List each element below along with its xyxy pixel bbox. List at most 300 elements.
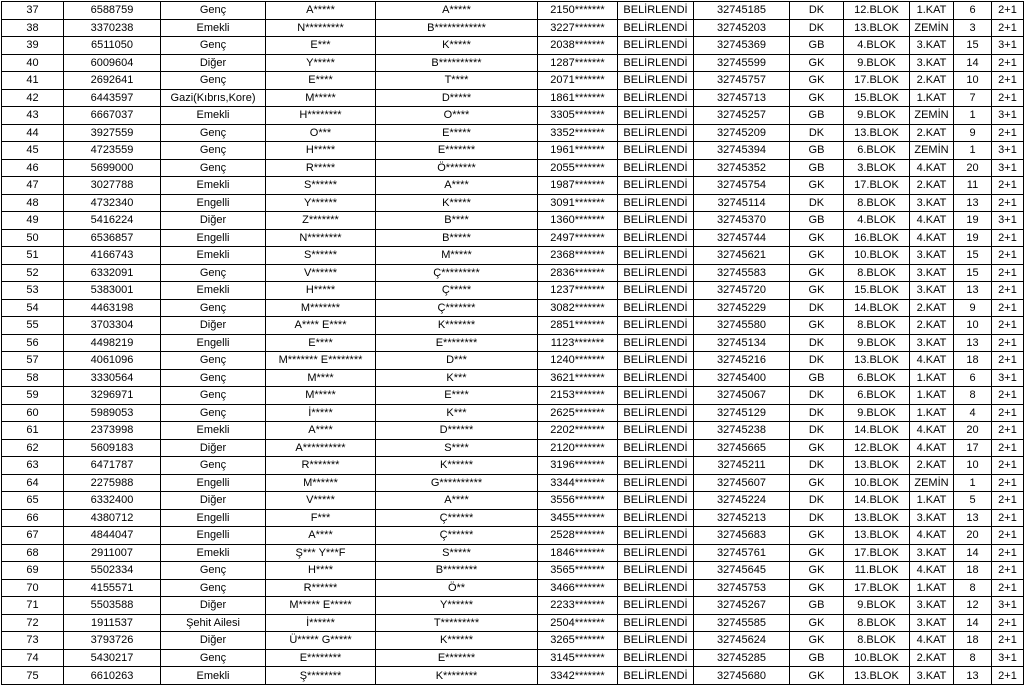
cell-status: BELİRLENDİ: [618, 229, 694, 247]
cell-room-type: 2+1: [992, 422, 1024, 440]
cell-apartment-number: 15: [954, 264, 992, 282]
cell-room-type: 3+1: [992, 107, 1024, 125]
cell-block: 14.BLOK: [844, 299, 910, 317]
cell-floor: 2.KAT: [910, 177, 954, 195]
table-row: [2, 474, 1024, 492]
cell-block-type-code: GK: [790, 667, 844, 685]
cell-category: Emekli: [161, 544, 266, 562]
cell-category: Şehit Ailesi: [161, 614, 266, 632]
cell-masked-first-name: E***: [266, 37, 376, 55]
cell-masked-first-name: E****: [266, 72, 376, 90]
cell-masked-last-name: A*****: [376, 2, 538, 20]
cell-masked-first-name: H****: [266, 562, 376, 580]
cell-category: Diğer: [161, 439, 266, 457]
cell-application-number: 4380712: [64, 509, 161, 527]
cell-masked-first-name: Ş*** Y***F: [266, 544, 376, 562]
cell-application-number: 5383001: [64, 282, 161, 300]
cell-apartment-number: 7: [954, 89, 992, 107]
cell-block-type-code: GB: [790, 37, 844, 55]
cell-category: Emekli: [161, 107, 266, 125]
cell-application-number: 6009604: [64, 54, 161, 72]
cell-masked-id-number: 1123*******: [538, 334, 618, 352]
cell-block: 14.BLOK: [844, 492, 910, 510]
cell-status: BELİRLENDİ: [618, 177, 694, 195]
cell-masked-last-name: E********: [376, 334, 538, 352]
cell-unit-number: 32745761: [694, 544, 790, 562]
cell-masked-id-number: 3344*******: [538, 474, 618, 492]
cell-status: BELİRLENDİ: [618, 159, 694, 177]
cell-masked-id-number: 1240*******: [538, 352, 618, 370]
cell-category: Diğer: [161, 492, 266, 510]
cell-block-type-code: GK: [790, 474, 844, 492]
cell-room-type: 2+1: [992, 387, 1024, 405]
cell-apartment-number: 14: [954, 614, 992, 632]
cell-block-type-code: GK: [790, 72, 844, 90]
cell-application-number: 5609183: [64, 439, 161, 457]
cell-unit-number: 32745211: [694, 457, 790, 475]
cell-application-number: 6443597: [64, 89, 161, 107]
cell-row-number: 56: [2, 334, 64, 352]
cell-category: Emekli: [161, 282, 266, 300]
table-row: [2, 369, 1024, 387]
cell-apartment-number: 20: [954, 422, 992, 440]
cell-category: Emekli: [161, 667, 266, 685]
cell-masked-id-number: 2120*******: [538, 439, 618, 457]
cell-masked-last-name: K***: [376, 369, 538, 387]
cell-unit-number: 32745134: [694, 334, 790, 352]
cell-block-type-code: GB: [790, 369, 844, 387]
cell-masked-id-number: 3091*******: [538, 194, 618, 212]
cell-status: BELİRLENDİ: [618, 282, 694, 300]
cell-apartment-number: 13: [954, 667, 992, 685]
table-row: [2, 194, 1024, 212]
cell-application-number: 3370238: [64, 19, 161, 37]
table-row: [2, 282, 1024, 300]
cell-masked-last-name: T****: [376, 72, 538, 90]
cell-room-type: 2+1: [992, 579, 1024, 597]
cell-application-number: 5503588: [64, 597, 161, 615]
cell-unit-number: 32745285: [694, 649, 790, 667]
cell-room-type: 2+1: [992, 264, 1024, 282]
cell-floor: 4.KAT: [910, 527, 954, 545]
cell-status: BELİRLENDİ: [618, 667, 694, 685]
cell-row-number: 44: [2, 124, 64, 142]
cell-apartment-number: 5: [954, 492, 992, 510]
cell-masked-id-number: 3196*******: [538, 457, 618, 475]
cell-block: 10.BLOK: [844, 649, 910, 667]
cell-unit-number: 32745665: [694, 439, 790, 457]
cell-status: BELİRLENDİ: [618, 142, 694, 160]
cell-apartment-number: 1: [954, 474, 992, 492]
table-row: [2, 72, 1024, 90]
cell-category: Emekli: [161, 247, 266, 265]
cell-masked-first-name: A****: [266, 422, 376, 440]
cell-block: 17.BLOK: [844, 177, 910, 195]
cell-block-type-code: DK: [790, 124, 844, 142]
cell-apartment-number: 4: [954, 404, 992, 422]
cell-application-number: 5989053: [64, 404, 161, 422]
cell-category: Diğer: [161, 212, 266, 230]
cell-apartment-number: 13: [954, 509, 992, 527]
cell-room-type: 2+1: [992, 89, 1024, 107]
cell-row-number: 55: [2, 317, 64, 335]
cell-apartment-number: 9: [954, 124, 992, 142]
cell-application-number: 4844047: [64, 527, 161, 545]
cell-floor: 3.KAT: [910, 614, 954, 632]
cell-status: BELİRLENDİ: [618, 474, 694, 492]
cell-block-type-code: DK: [790, 404, 844, 422]
cell-row-number: 41: [2, 72, 64, 90]
cell-masked-last-name: E*****: [376, 124, 538, 142]
cell-floor: 1.KAT: [910, 369, 954, 387]
cell-block: 8.BLOK: [844, 317, 910, 335]
cell-floor: 4.KAT: [910, 439, 954, 457]
cell-masked-first-name: H*****: [266, 282, 376, 300]
cell-category: Genç: [161, 264, 266, 282]
cell-apartment-number: 15: [954, 37, 992, 55]
cell-masked-first-name: M****: [266, 369, 376, 387]
cell-floor: 1.KAT: [910, 579, 954, 597]
cell-masked-last-name: S*****: [376, 544, 538, 562]
cell-masked-first-name: F***: [266, 509, 376, 527]
cell-masked-last-name: D***: [376, 352, 538, 370]
cell-masked-id-number: 2528*******: [538, 527, 618, 545]
cell-unit-number: 32745585: [694, 614, 790, 632]
cell-apartment-number: 18: [954, 352, 992, 370]
cell-floor: ZEMİN: [910, 142, 954, 160]
cell-category: Engelli: [161, 229, 266, 247]
cell-block: 9.BLOK: [844, 107, 910, 125]
cell-category: Diğer: [161, 632, 266, 650]
cell-masked-id-number: 1961*******: [538, 142, 618, 160]
cell-masked-last-name: K******: [376, 457, 538, 475]
cell-floor: 4.KAT: [910, 212, 954, 230]
cell-room-type: 3+1: [992, 37, 1024, 55]
cell-block-type-code: GK: [790, 89, 844, 107]
cell-unit-number: 32745216: [694, 352, 790, 370]
cell-status: BELİRLENDİ: [618, 212, 694, 230]
cell-masked-first-name: S******: [266, 247, 376, 265]
cell-row-number: 62: [2, 439, 64, 457]
table-row: [2, 334, 1024, 352]
cell-room-type: 3+1: [992, 597, 1024, 615]
cell-apartment-number: 17: [954, 439, 992, 457]
cell-block-type-code: GB: [790, 159, 844, 177]
cell-masked-id-number: 1287*******: [538, 54, 618, 72]
table-row: [2, 387, 1024, 405]
cell-status: BELİRLENDİ: [618, 369, 694, 387]
cell-room-type: 2+1: [992, 492, 1024, 510]
cell-apartment-number: 8: [954, 387, 992, 405]
cell-block: 17.BLOK: [844, 579, 910, 597]
cell-masked-last-name: B*****: [376, 229, 538, 247]
cell-masked-first-name: M*****: [266, 387, 376, 405]
cell-block-type-code: GK: [790, 579, 844, 597]
cell-apartment-number: 3: [954, 19, 992, 37]
table-row: [2, 54, 1024, 72]
cell-block: 15.BLOK: [844, 89, 910, 107]
cell-unit-number: 32745114: [694, 194, 790, 212]
cell-room-type: 2+1: [992, 632, 1024, 650]
cell-masked-id-number: 3145*******: [538, 649, 618, 667]
cell-masked-first-name: A****: [266, 527, 376, 545]
cell-masked-first-name: H********: [266, 107, 376, 125]
cell-block-type-code: DK: [790, 492, 844, 510]
cell-room-type: 2+1: [992, 457, 1024, 475]
cell-masked-first-name: R*****: [266, 159, 376, 177]
table-row: [2, 299, 1024, 317]
cell-masked-id-number: 3565*******: [538, 562, 618, 580]
cell-apartment-number: 13: [954, 334, 992, 352]
cell-status: BELİRLENDİ: [618, 264, 694, 282]
cell-block: 8.BLOK: [844, 264, 910, 282]
cell-masked-last-name: D******: [376, 422, 538, 440]
table-row: [2, 352, 1024, 370]
cell-application-number: 2911007: [64, 544, 161, 562]
cell-block-type-code: DK: [790, 299, 844, 317]
cell-block: 8.BLOK: [844, 194, 910, 212]
cell-row-number: 74: [2, 649, 64, 667]
table-row: [2, 264, 1024, 282]
cell-category: Engelli: [161, 527, 266, 545]
cell-application-number: 4155571: [64, 579, 161, 597]
cell-category: Diğer: [161, 54, 266, 72]
cell-masked-last-name: B****: [376, 212, 538, 230]
cell-masked-first-name: M*******: [266, 299, 376, 317]
cell-masked-first-name: E********: [266, 649, 376, 667]
cell-application-number: 6332091: [64, 264, 161, 282]
cell-floor: 1.KAT: [910, 492, 954, 510]
cell-category: Genç: [161, 649, 266, 667]
cell-unit-number: 32745757: [694, 72, 790, 90]
cell-floor: 3.KAT: [910, 54, 954, 72]
table-row: [2, 527, 1024, 545]
cell-application-number: 6332400: [64, 492, 161, 510]
cell-unit-number: 32745621: [694, 247, 790, 265]
cell-masked-last-name: K******: [376, 632, 538, 650]
cell-block: 14.BLOK: [844, 422, 910, 440]
cell-application-number: 4166743: [64, 247, 161, 265]
cell-row-number: 43: [2, 107, 64, 125]
cell-apartment-number: 13: [954, 282, 992, 300]
cell-block: 9.BLOK: [844, 334, 910, 352]
cell-status: BELİRLENDİ: [618, 544, 694, 562]
cell-row-number: 46: [2, 159, 64, 177]
cell-unit-number: 32745583: [694, 264, 790, 282]
cell-block: 3.BLOK: [844, 159, 910, 177]
cell-unit-number: 32745213: [694, 509, 790, 527]
cell-row-number: 48: [2, 194, 64, 212]
cell-room-type: 2+1: [992, 124, 1024, 142]
table-row: [2, 614, 1024, 632]
table-row: [2, 19, 1024, 37]
cell-row-number: 68: [2, 544, 64, 562]
cell-status: BELİRLENDİ: [618, 422, 694, 440]
cell-room-type: 2+1: [992, 404, 1024, 422]
table-row: [2, 649, 1024, 667]
cell-category: Genç: [161, 124, 266, 142]
cell-masked-first-name: M***** E*****: [266, 597, 376, 615]
cell-masked-last-name: Ö**: [376, 579, 538, 597]
cell-unit-number: 32745238: [694, 422, 790, 440]
cell-masked-first-name: M******: [266, 474, 376, 492]
table-row: [2, 89, 1024, 107]
table-row: [2, 422, 1024, 440]
cell-masked-id-number: 3305*******: [538, 107, 618, 125]
cell-block-type-code: DK: [790, 422, 844, 440]
cell-floor: 3.KAT: [910, 264, 954, 282]
cell-category: Genç: [161, 457, 266, 475]
cell-room-type: 2+1: [992, 544, 1024, 562]
table-row: [2, 107, 1024, 125]
cell-room-type: 3+1: [992, 142, 1024, 160]
cell-block: 8.BLOK: [844, 632, 910, 650]
cell-category: Genç: [161, 159, 266, 177]
cell-unit-number: 32745267: [694, 597, 790, 615]
cell-category: Genç: [161, 404, 266, 422]
cell-floor: 3.KAT: [910, 667, 954, 685]
cell-floor: 3.KAT: [910, 334, 954, 352]
cell-unit-number: 32745257: [694, 107, 790, 125]
cell-masked-id-number: 3352*******: [538, 124, 618, 142]
cell-status: BELİRLENDİ: [618, 317, 694, 335]
table-body: [2, 2, 1024, 685]
cell-row-number: 57: [2, 352, 64, 370]
cell-block-type-code: GK: [790, 527, 844, 545]
cell-category: Engelli: [161, 194, 266, 212]
cell-unit-number: 32745683: [694, 527, 790, 545]
cell-room-type: 2+1: [992, 177, 1024, 195]
cell-masked-last-name: E****: [376, 387, 538, 405]
cell-unit-number: 32745580: [694, 317, 790, 335]
cell-apartment-number: 15: [954, 247, 992, 265]
cell-row-number: 60: [2, 404, 64, 422]
cell-masked-first-name: O***: [266, 124, 376, 142]
cell-masked-id-number: 2497*******: [538, 229, 618, 247]
cell-block: 10.BLOK: [844, 474, 910, 492]
cell-application-number: 4463198: [64, 299, 161, 317]
cell-masked-last-name: S****: [376, 439, 538, 457]
cell-unit-number: 32745753: [694, 579, 790, 597]
cell-masked-id-number: 1846*******: [538, 544, 618, 562]
cell-block: 9.BLOK: [844, 54, 910, 72]
cell-unit-number: 32745624: [694, 632, 790, 650]
cell-apartment-number: 11: [954, 177, 992, 195]
cell-room-type: 2+1: [992, 54, 1024, 72]
cell-category: Genç: [161, 37, 266, 55]
cell-masked-last-name: B********: [376, 562, 538, 580]
cell-masked-first-name: Ü***** G*****: [266, 632, 376, 650]
cell-floor: 3.KAT: [910, 37, 954, 55]
cell-masked-first-name: Y*****: [266, 54, 376, 72]
cell-floor: 1.KAT: [910, 404, 954, 422]
cell-application-number: 5430217: [64, 649, 161, 667]
cell-masked-last-name: E*******: [376, 142, 538, 160]
cell-floor: 1.KAT: [910, 387, 954, 405]
cell-masked-last-name: G**********: [376, 474, 538, 492]
cell-block: 12.BLOK: [844, 439, 910, 457]
table-row: [2, 562, 1024, 580]
cell-row-number: 37: [2, 2, 64, 20]
cell-block-type-code: DK: [790, 2, 844, 20]
cell-status: BELİRLENDİ: [618, 352, 694, 370]
cell-room-type: 2+1: [992, 194, 1024, 212]
cell-floor: 3.KAT: [910, 194, 954, 212]
cell-category: Engelli: [161, 334, 266, 352]
cell-masked-id-number: 2038*******: [538, 37, 618, 55]
cell-room-type: 2+1: [992, 352, 1024, 370]
cell-application-number: 6471787: [64, 457, 161, 475]
cell-masked-id-number: 3466*******: [538, 579, 618, 597]
cell-room-type: 2+1: [992, 317, 1024, 335]
cell-application-number: 6511050: [64, 37, 161, 55]
cell-floor: 3.KAT: [910, 509, 954, 527]
cell-status: BELİRLENDİ: [618, 509, 694, 527]
cell-row-number: 42: [2, 89, 64, 107]
cell-category: Genç: [161, 579, 266, 597]
table-row: [2, 212, 1024, 230]
table-row: [2, 124, 1024, 142]
cell-apartment-number: 18: [954, 562, 992, 580]
cell-masked-last-name: Ç*********: [376, 264, 538, 282]
cell-application-number: 3296971: [64, 387, 161, 405]
cell-floor: 3.KAT: [910, 247, 954, 265]
cell-application-number: 3027788: [64, 177, 161, 195]
cell-masked-last-name: Ç******: [376, 527, 538, 545]
table-row: [2, 2, 1024, 20]
cell-masked-first-name: H*****: [266, 142, 376, 160]
cell-application-number: 6536857: [64, 229, 161, 247]
cell-block-type-code: GK: [790, 229, 844, 247]
cell-block: 11.BLOK: [844, 562, 910, 580]
cell-unit-number: 32745229: [694, 299, 790, 317]
cell-masked-id-number: 3265*******: [538, 632, 618, 650]
cell-masked-id-number: 1987*******: [538, 177, 618, 195]
cell-application-number: 4723559: [64, 142, 161, 160]
cell-apartment-number: 18: [954, 632, 992, 650]
cell-masked-first-name: İ******: [266, 614, 376, 632]
cell-apartment-number: 20: [954, 159, 992, 177]
cell-block: 13.BLOK: [844, 667, 910, 685]
cell-block: 13.BLOK: [844, 509, 910, 527]
cell-block: 6.BLOK: [844, 387, 910, 405]
cell-application-number: 3330564: [64, 369, 161, 387]
cell-apartment-number: 19: [954, 212, 992, 230]
cell-status: BELİRLENDİ: [618, 649, 694, 667]
cell-category: Emekli: [161, 177, 266, 195]
cell-row-number: 38: [2, 19, 64, 37]
cell-status: BELİRLENDİ: [618, 439, 694, 457]
cell-room-type: 2+1: [992, 299, 1024, 317]
cell-category: Genç: [161, 2, 266, 20]
cell-room-type: 2+1: [992, 562, 1024, 580]
cell-block: 13.BLOK: [844, 19, 910, 37]
table-row: [2, 579, 1024, 597]
cell-unit-number: 32745369: [694, 37, 790, 55]
cell-category: Genç: [161, 387, 266, 405]
cell-masked-last-name: K***: [376, 404, 538, 422]
table-row: [2, 457, 1024, 475]
cell-block-type-code: DK: [790, 352, 844, 370]
cell-floor: ZEMİN: [910, 107, 954, 125]
cell-unit-number: 32745352: [694, 159, 790, 177]
cell-floor: 3.KAT: [910, 597, 954, 615]
cell-apartment-number: 14: [954, 544, 992, 562]
cell-masked-last-name: M*****: [376, 247, 538, 265]
cell-floor: 2.KAT: [910, 649, 954, 667]
cell-room-type: 2+1: [992, 72, 1024, 90]
cell-block: 6.BLOK: [844, 369, 910, 387]
